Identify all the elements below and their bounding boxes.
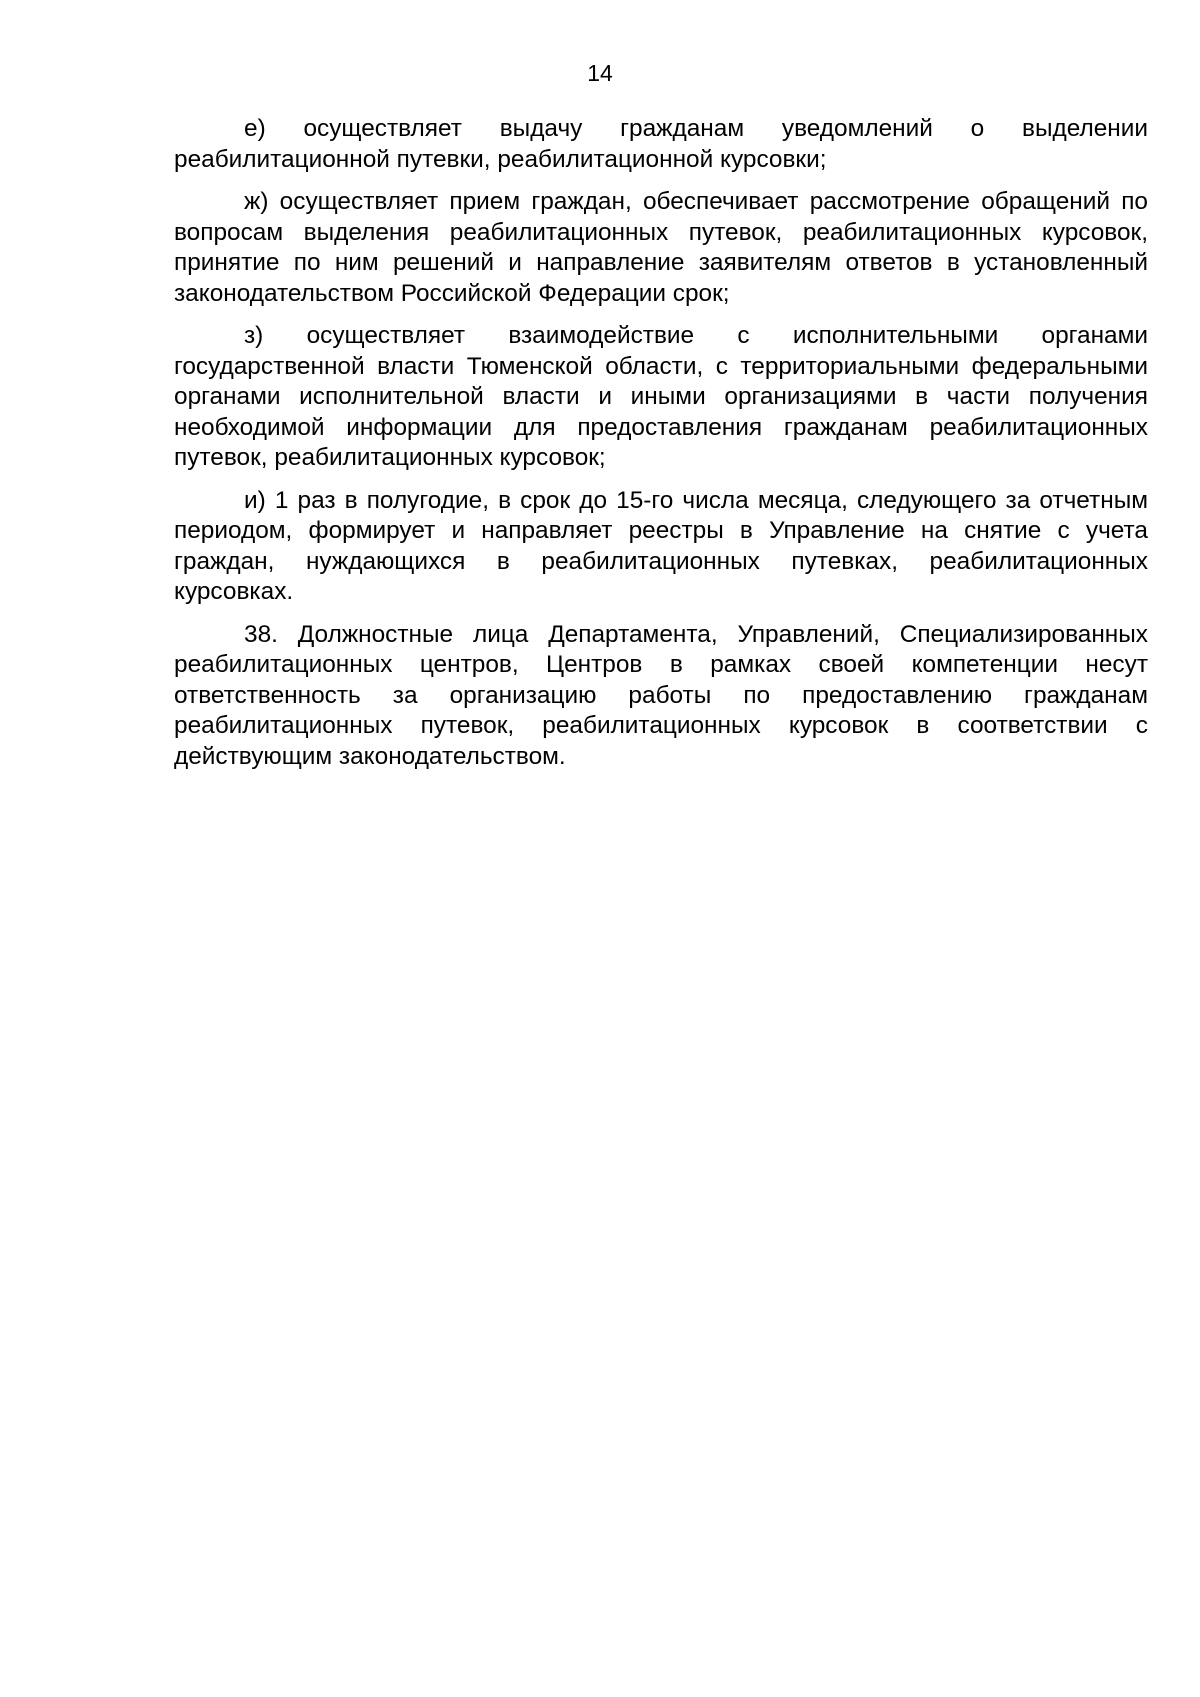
paragraph-item-zh: ж) осуществляет прием граждан, обеспечивает рассмотрение обращений по вопросам выделения реабилитационных путевок, реабилитационных курсовок, принятие по ним решений и направление заявителям ответов в установленный законодательством Российской Федерации срок; (174, 188, 1148, 307)
paragraph-clause-38: 38. Должностные лица Департамента, Управлений, Специализированных реабилитационных центров, Центров в рамках своей компетенции несут ответственность за организацию работы по предоставлению гражданам реабилитационных путевок, реабилитационных курсовок в соответствии с действующим законодательством. (174, 620, 1148, 770)
paragraph-item-e: е) осуществляет выдачу гражданам уведомлений о выделении реабилитационной путевки, реабилитационной курсовки; (174, 115, 1148, 173)
paragraph-item-i: и) 1 раз в полугодие, в срок до 15-го числа месяца, следующего за отчетным периодом, формирует и направляет реестры в Управление на снятие с учета граждан, нуждающихся в реабилитационных путевках, реабилитационных курсовках. (174, 486, 1148, 605)
paragraph-item-z: з) осуществляет взаимодействие с исполнительными органами государственной власти Тюменской области, с территориальными федеральными органами исполнительной власти и иными организациями в части получения необходимой информации для предоставления гражданам реабилитационных путевок, реабилитационных курсовок; (174, 322, 1148, 471)
page-number: 14 (587, 60, 613, 86)
document-body (174, 114, 1148, 784)
